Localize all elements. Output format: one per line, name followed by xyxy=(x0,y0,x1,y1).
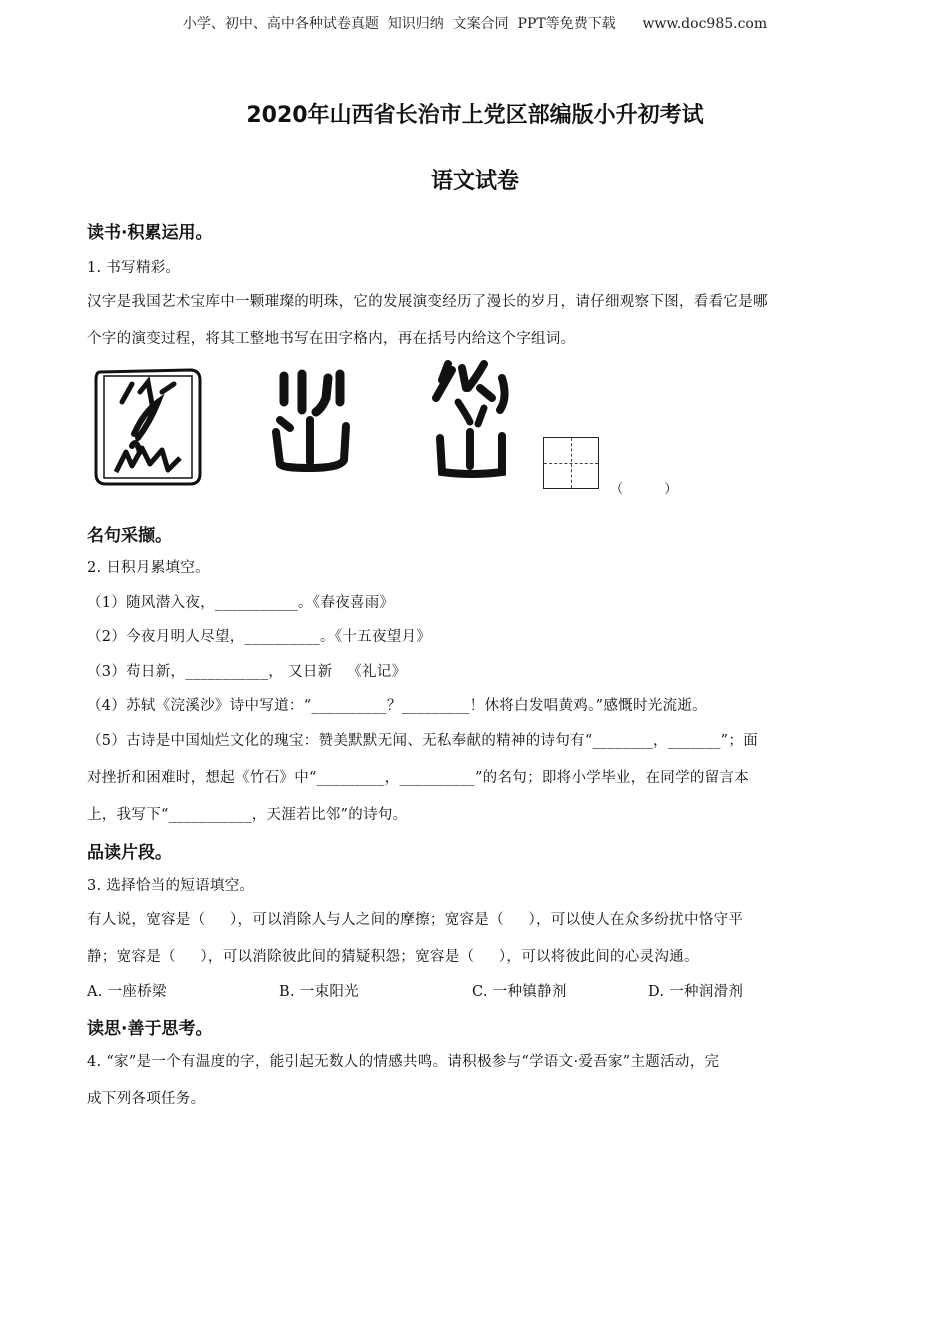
question-2-item-1: （1）随风潜入夜，___________。《春夜喜雨》 xyxy=(87,595,395,611)
grid-vertical-guide xyxy=(571,438,572,488)
question-2-label: 2. 日积月累填空。 xyxy=(87,560,210,576)
question-4-text-line2: 成下列各项任务。 xyxy=(87,1091,206,1107)
seal-script-glyph-image xyxy=(432,358,514,482)
section-heading-reading: 读书·积累运用。 xyxy=(87,223,213,243)
oracle-bone-glyph-image xyxy=(92,362,204,492)
option-d: D. 一种润滑剂 xyxy=(648,984,744,1000)
question-1-text-line2: 个字的演变过程，将其工整地书写在田字格内，再在括号内给这个字组词。 xyxy=(87,331,576,347)
question-2-item-5-line3: 上，我写下“___________，天涯若比邻”的诗句。 xyxy=(87,807,408,823)
exam-subtitle: 语文试卷 xyxy=(430,169,519,194)
question-2-item-2: （2）今夜月明人尽望，__________。《十五夜望月》 xyxy=(87,629,432,645)
question-2-item-5-line1: （5）古诗是中国灿烂文化的瑰宝：赞美默默无闻、无私奉献的精神的诗句有“________，_______”；面 xyxy=(87,733,758,749)
tianzige-writing-grid[interactable] xyxy=(543,437,599,489)
page-header: 小学、初中、高中各种试卷真题 知识归纳 文案合同 PPT等免费下载 www.doc985.com xyxy=(182,16,768,32)
question-3-text-line2: 静；宽容是（ ），可以消除彼此间的猜疑积怨；宽容是（ ），可以将彼此间的心灵沟通。 xyxy=(87,949,699,965)
question-4-text-line1: 4. “家”是一个有温度的字，能引起无数人的情感共鸣。请积极参与“学语文·爱吾家”主题活动，完 xyxy=(87,1054,720,1070)
option-a: A. 一座桥梁 xyxy=(87,984,167,1000)
word-answer-blank[interactable]: （ ） xyxy=(610,482,678,497)
question-2-item-3: （3）苟日新，___________， 又日新 《礼记》 xyxy=(87,664,407,680)
question-3-label: 3. 选择恰当的短语填空。 xyxy=(87,878,255,894)
question-1-label: 1. 书写精彩。 xyxy=(87,260,181,276)
section-heading-passage: 品读片段。 xyxy=(87,843,172,863)
question-1-text-line1: 汉字是我国艺术宝库中一颗璀璨的明珠，它的发展演变经历了漫长的岁月，请仔细观察下图，看看它是哪 xyxy=(87,294,768,310)
option-c: C. 一种镇静剂 xyxy=(472,984,567,1000)
question-2-item-5-line2: 对挫折和困难时，想起《竹石》中“_________，__________”的名句；即将小学毕业，在同学的留言本 xyxy=(87,770,750,786)
question-3-text-line1: 有人说，宽容是（ ），可以消除人与人之间的摩擦；宽容是（ ），可以使人在众多纷扰中恪守平 xyxy=(87,912,744,928)
question-2-item-4: （4）苏轼《浣溪沙》诗中写道：“__________？_________！休将白发唱黄鸡。”感慨时光流逝。 xyxy=(87,698,707,714)
section-heading-thinking: 读思·善于思考。 xyxy=(87,1019,213,1039)
section-heading-famous-lines: 名句采撷。 xyxy=(87,526,172,546)
exam-title: 2020年山西省长治市上党区部编版小升初考试 xyxy=(246,103,704,128)
option-b: B. 一束阳光 xyxy=(279,984,359,1000)
bronze-script-glyph-image xyxy=(270,368,352,474)
